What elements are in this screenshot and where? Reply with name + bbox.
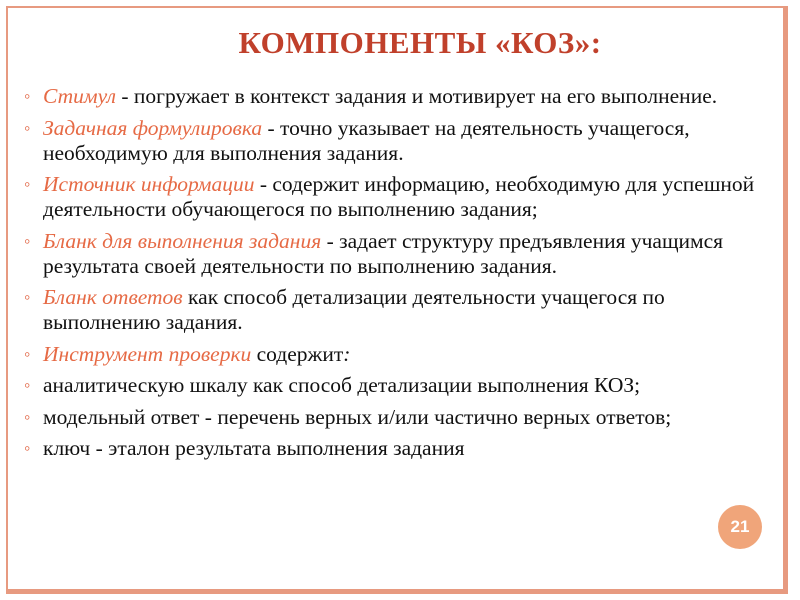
list-item-answer-form bbox=[24, 285, 784, 335]
slide-title bbox=[0, 25, 800, 61]
desc-key: ключ - эталон результата выполнения задания bbox=[43, 436, 465, 460]
list-item-key bbox=[24, 436, 784, 461]
desc-info-source: - содержит информацию, необходимую для успешной деятельности обучающегося по выполнению задания; bbox=[43, 172, 755, 221]
list-item-task-form bbox=[24, 229, 784, 279]
slide-title-text: КОМПОНЕНТЫ «КОЗ»: bbox=[238, 25, 602, 60]
desc-task-form: - задает структуру предъявления учащимся результата своей деятельности по выполнению задания. bbox=[43, 228, 724, 278]
term-check-tool: Инструмент проверки bbox=[43, 341, 252, 366]
term-info-source: Источник информации bbox=[43, 172, 255, 196]
term-task-formulation: Задачная формулировка bbox=[43, 115, 263, 140]
list-item-task-formulation bbox=[24, 116, 784, 166]
page-number-badge bbox=[718, 505, 762, 549]
desc-model-answer: модельный ответ - перечень верных и/или частично верных ответов; bbox=[43, 404, 672, 429]
list-item-model-answer bbox=[24, 405, 784, 430]
desc-task-formulation: - точно указывает на деятельность учащегося, необходимую для выполнения задания. bbox=[43, 115, 690, 165]
term-answer-form: Бланк ответов bbox=[43, 285, 183, 309]
term-stimulus: Стимул bbox=[43, 84, 116, 108]
desc-stimulus: - погружает в контекст задания и мотивирует на его выполнение. bbox=[115, 84, 718, 108]
desc-check-tool-colon: : bbox=[343, 341, 351, 366]
desc-analytic-scale: аналитическую шкалу как способ детализации выполнения КОЗ; bbox=[43, 373, 641, 397]
bullet-list bbox=[24, 84, 784, 468]
term-task-form: Бланк для выполнения задания bbox=[43, 228, 322, 253]
list-item-stimulus bbox=[24, 84, 784, 109]
list-item-analytic-scale bbox=[24, 373, 784, 398]
list-item-check-tool bbox=[24, 342, 784, 367]
page-number: 21 bbox=[730, 517, 750, 536]
desc-answer-form: как способ детализации деятельности учащегося по выполнению задания. bbox=[43, 285, 665, 334]
list-item-info-source bbox=[24, 172, 784, 222]
desc-check-tool: содержит bbox=[251, 341, 344, 366]
